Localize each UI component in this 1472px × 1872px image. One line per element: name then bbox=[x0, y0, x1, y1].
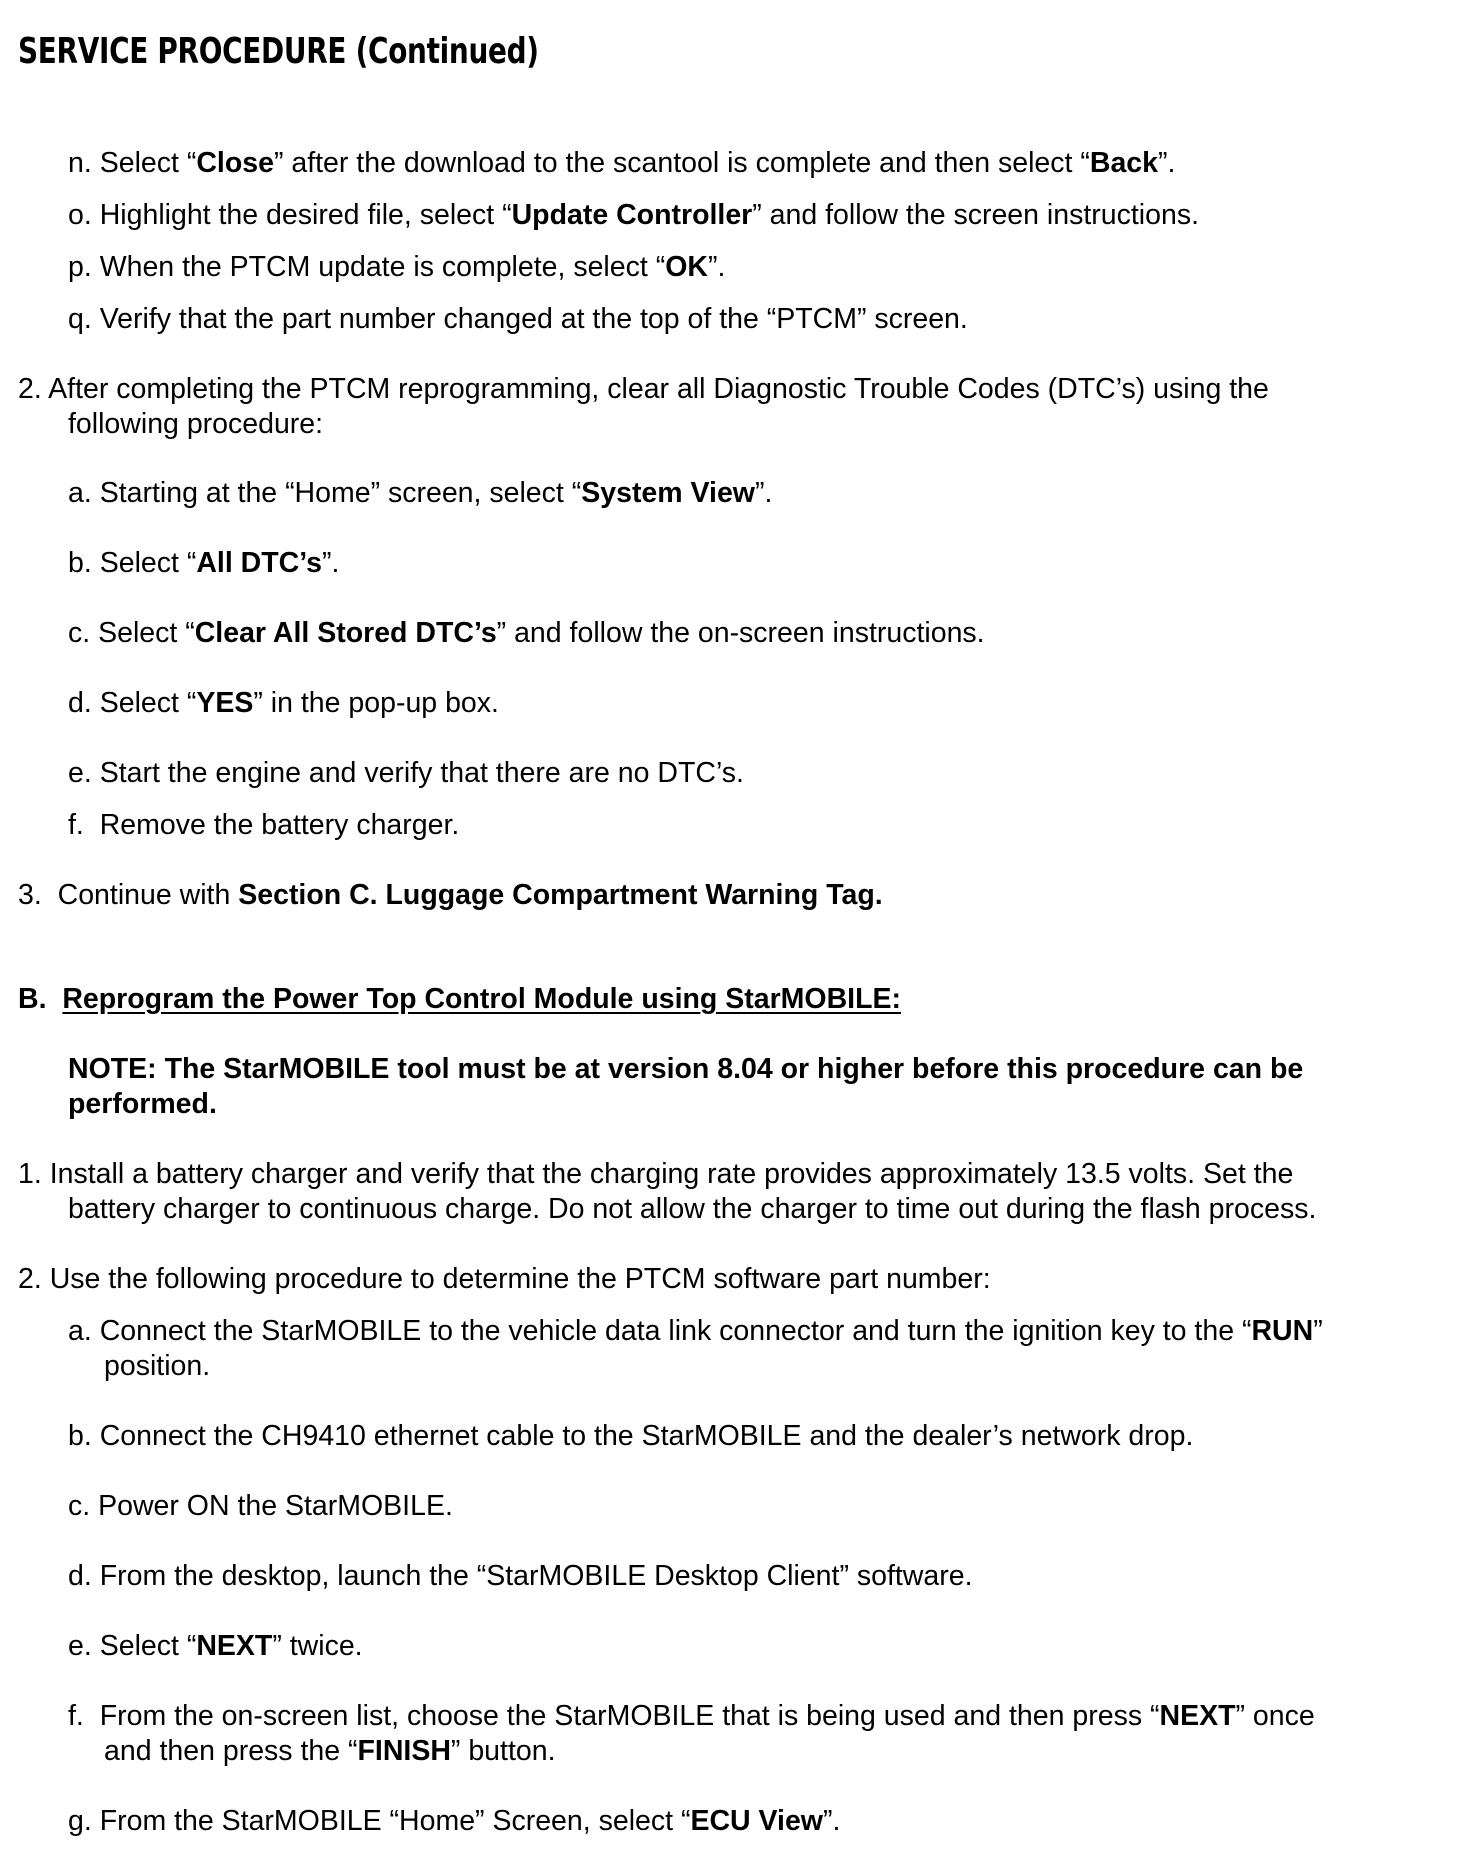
b-step-1: 1. Install a battery charger and verify that the charging rate provides approximately 13.5 volts. Set the bbox=[18, 1158, 1294, 1190]
step-marker: q. bbox=[68, 303, 92, 335]
note-continuation: performed. bbox=[68, 1088, 217, 1120]
step-marker: a. bbox=[68, 1315, 92, 1347]
step-o: o. Highlight the desired file, select “Update Controller” and follow the screen instructions. bbox=[68, 199, 1199, 231]
b-step-2: 2. Use the following procedure to determine the PTCM software part number: bbox=[18, 1263, 991, 1295]
step-e: e. Start the engine and verify that there are no DTC’s. bbox=[68, 757, 744, 789]
step-f: f. Remove the battery charger. bbox=[68, 809, 460, 841]
section-b-heading bbox=[18, 982, 901, 1017]
step-marker: 1. bbox=[18, 1158, 42, 1190]
b-step-f: f. From the on-screen list, choose the StarMOBILE that is being used and then press “NEXT” once bbox=[68, 1700, 1315, 1732]
step-2: 2. After completing the PTCM reprogramming, clear all Diagnostic Trouble Codes (DTC’s) using the bbox=[18, 373, 1269, 405]
step-b: b. Select “All DTC’s”. bbox=[68, 547, 340, 579]
section-title: Reprogram the Power Top Control Module using StarMOBILE: bbox=[62, 983, 901, 1015]
step-d: d. Select “YES” in the pop-up box. bbox=[68, 687, 499, 719]
step-marker: d. bbox=[68, 687, 92, 719]
step-marker: f. bbox=[68, 809, 84, 841]
section-marker: B. bbox=[18, 983, 47, 1015]
step-c: c. Select “Clear All Stored DTC’s” and follow the on-screen instructions. bbox=[68, 617, 985, 649]
step-marker: n. bbox=[68, 147, 92, 179]
b-step-f-continuation: and then press the “FINISH” button. bbox=[104, 1735, 556, 1767]
step-a: a. Starting at the “Home” screen, select “System View”. bbox=[68, 477, 773, 509]
step-marker: e. bbox=[68, 1630, 92, 1662]
b-step-a-continuation: position. bbox=[104, 1350, 211, 1382]
step-marker: d. bbox=[68, 1560, 92, 1592]
step-marker: 3. bbox=[18, 879, 42, 911]
b-step-1-continuation: battery charger to continuous charge. Do not allow the charger to time out during the flash process. bbox=[68, 1193, 1317, 1225]
step-marker: c. bbox=[68, 617, 91, 649]
b-step-a: a. Connect the StarMOBILE to the vehicle data link connector and turn the ignition key to the “RUN” bbox=[68, 1315, 1323, 1347]
step-p: p. When the PTCM update is complete, select “OK”. bbox=[68, 251, 726, 283]
step-marker: o. bbox=[68, 199, 92, 231]
step-marker: 2. bbox=[18, 373, 42, 405]
step-marker: 2. bbox=[18, 1263, 42, 1295]
step-marker: a. bbox=[68, 477, 92, 509]
note: NOTE: The StarMOBILE tool must be at version 8.04 or higher before this procedure can be bbox=[68, 1053, 1304, 1085]
b-step-e: e. Select “NEXT” twice. bbox=[68, 1630, 363, 1662]
step-marker: g. bbox=[68, 1805, 92, 1837]
step-3: 3. Continue with Section C. Luggage Compartment Warning Tag. bbox=[18, 879, 883, 911]
step-marker: b. bbox=[68, 1420, 92, 1452]
step-2-continuation: following procedure: bbox=[68, 408, 324, 440]
step-marker: c. bbox=[68, 1490, 91, 1522]
b-step-d: d. From the desktop, launch the “StarMOBILE Desktop Client” software. bbox=[68, 1560, 973, 1592]
b-step-c: c. Power ON the StarMOBILE. bbox=[68, 1490, 453, 1522]
b-step-b: b. Connect the CH9410 ethernet cable to the StarMOBILE and the dealer’s network drop. bbox=[68, 1420, 1194, 1452]
step-n: n. Select “Close” after the download to the scantool is complete and then select “Back”. bbox=[68, 147, 1176, 179]
step-q: q. Verify that the part number changed at the top of the “PTCM” screen. bbox=[68, 303, 968, 335]
page-title: SERVICE PROCEDURE (Continued) bbox=[18, 30, 539, 73]
step-marker: e. bbox=[68, 757, 92, 789]
b-step-g: g. From the StarMOBILE “Home” Screen, select “ECU View”. bbox=[68, 1805, 841, 1837]
step-marker: b. bbox=[68, 547, 92, 579]
step-marker: f. bbox=[68, 1700, 84, 1732]
step-marker: p. bbox=[68, 251, 92, 283]
